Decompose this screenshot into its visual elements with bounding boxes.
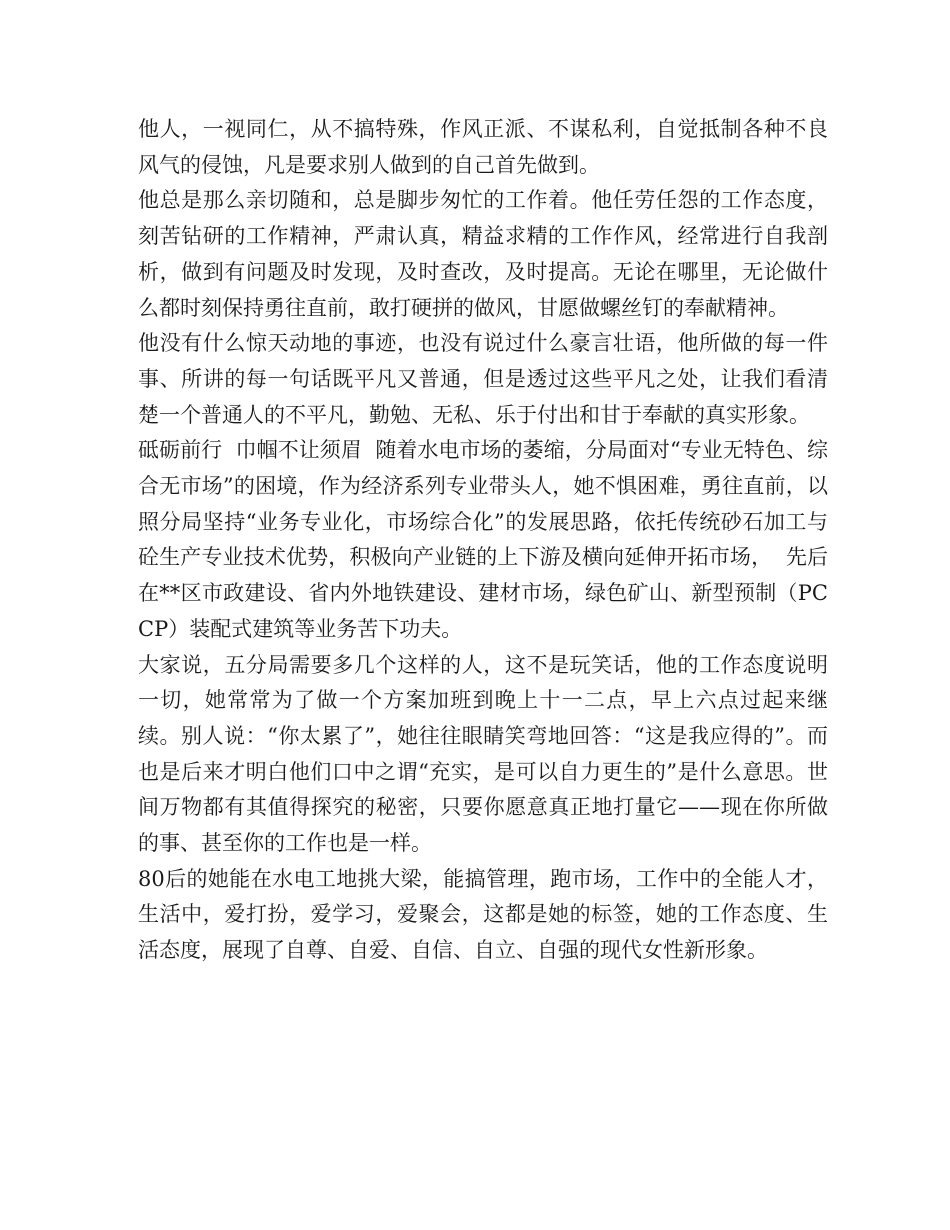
paragraph-3: 他没有什么惊天动地的事迹，也没有说过什么豪言壮语，他所做的每一件事、所讲的每一句话既平凡又普通，但是透过这些平凡之处，让我们看清楚一个普通人的不平凡，勤勉、无私、乐于付出和甘于奉献的真实形象。 <box>138 331 828 427</box>
paragraph-4: 砥砺前行 巾帼不让须眉 随着水电市场的萎缩，分局面对“专业无特色、综合无市场”的困境，作为经济系列专业带头人，她不惧困难，勇往直前，以照分局坚持“业务专业化，市场综合化”的发展思路，依托传统砂石加工与砼生产专业技术优势，积极向产业链的上下游及横向延伸开拓市场， 先后在**区市政建设、省内外地铁建设、建材市场，绿色矿山、新型预制（PCCP）装配式建筑等业务苦下功夫。 <box>138 438 828 641</box>
document-body <box>138 112 828 969</box>
paragraph-5: 大家说，五分局需要多几个这样的人，这不是玩笑话，他的工作态度说明一切，她常常为了做一个方案加班到晚上十一二点，早上六点过起来继续。别人说：“你太累了”，她往往眼睛笑弯地回答：“这是我应得的”。而也是后来才明白他们口中之谓“充实，是可以自力更生的”是什么意思。世间万物都有其值得探究的秘密，只要你愿意真正地打量它——现在你所做的事、甚至你的工作也是一样。 <box>138 652 828 856</box>
paragraph-6: 80后的她能在水电工地挑大梁，能搞管理，跑市场，工作中的全能人才，生活中，爱打扮，爱学习，爱聚会，这都是她的标签，她的工作态度、生活态度，展现了自尊、自爱、自信、自立、自强的现代女性新形象。 <box>138 866 828 963</box>
paragraph-1: 他人，一视同仁，从不搞特殊，作风正派、不谋私利，自觉抵制各种不良风气的侵蚀，凡是要求别人做到的自己首先做到。 <box>138 117 828 177</box>
paragraph-2: 他总是那么亲切随和，总是脚步匆忙的工作着。他任劳任怨的工作态度，刻苦钻研的工作精神，严肃认真，精益求精的工作作风，经常进行自我剖析，做到有问题及时发现，及时查改，及时提高。无论在哪里，无论做什么都时刻保持勇往直前，敢打硬拼的做风，甘愿做螺丝钉的奉献精神。 <box>138 188 828 320</box>
